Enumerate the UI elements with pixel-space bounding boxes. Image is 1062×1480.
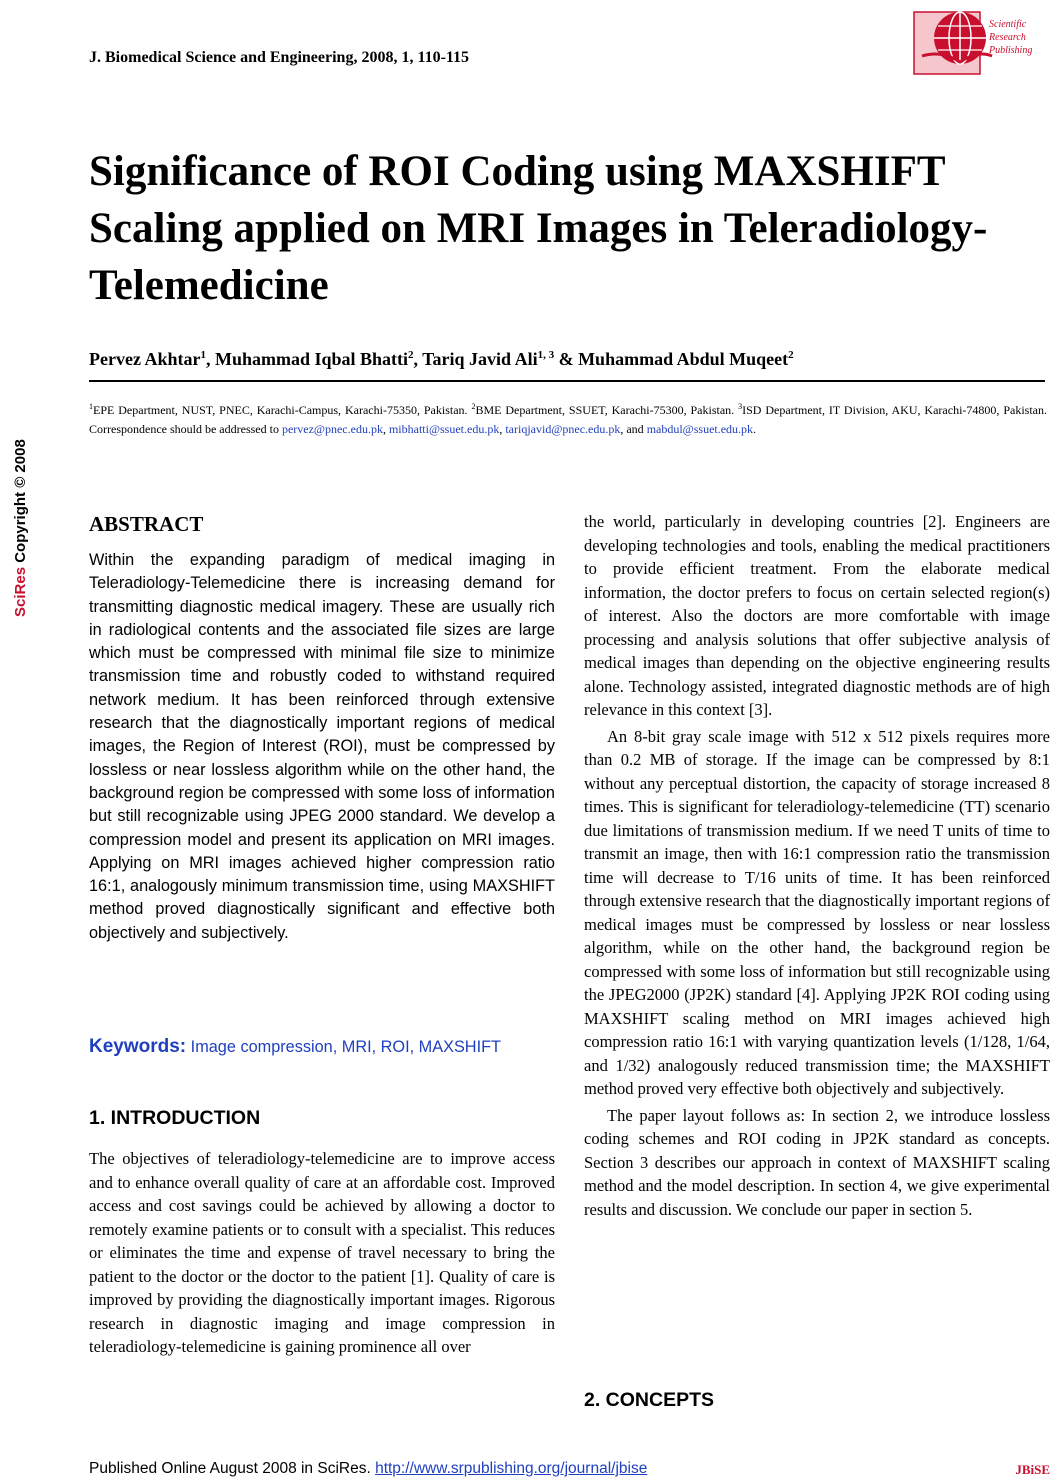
author-name: , Tariq Javid Ali bbox=[413, 349, 538, 369]
body-paragraph: the world, particularly in developing countries [2]. Engineers are developing technologies and tools, enabling the medical practitioners to provide efficient treatment. From the elaborate medical information, the doctor prefers to focus on certain selected region(s) of interest. Also the doctors are more comfortable with image processing and analysis solutions that offer subjective analysis of medical images than depending on the objective engineering results alone. Technology assisted, integrated diagnostic methods are of high relevance in this context [3]. bbox=[584, 512, 1050, 719]
keywords-text: Image compression, MRI, ROI, MAXSHIFT bbox=[186, 1038, 501, 1056]
paper-title: Significance of ROI Coding using MAXSHIFT Scaling applied on MRI Images in Teleradiology-Telemedicine bbox=[89, 148, 988, 309]
author-superscript: 2 bbox=[408, 349, 414, 361]
author-superscript: 1, 3 bbox=[537, 349, 555, 361]
journal-url-link[interactable]: http://www.srpublishing.org/journal/jbise bbox=[375, 1460, 648, 1477]
abstract-heading: ABSTRACT bbox=[89, 512, 204, 536]
author-name: & Muhammad Abdul Muqeet bbox=[554, 349, 789, 369]
copyright-sidebar: SciRes Copyright © 2008 bbox=[12, 439, 29, 617]
body-paragraph: An 8-bit gray scale image with 512 x 512 pixels requires more than 0.2 MB of storage. If the image can be compressed by 8:1 without any perceptual distortion, the capacity of storage increased 8 times. This is significant for teleradiology-telemedicine (TT) scenario due limitations of transmission medium. If we need T units of time to transmit an image, then with 16:1 compression ratio the transmission time will decrease to T/16 units of time. It has been reinforced through extensive research that the diagnostically important regions of medical images must be compressed by lossless or near lossless algorithm, while on the other hand, the background region be compressed with some loss of information but still recognizable using the JPEG2000 (JP2K) standard [4]. Applying JP2K ROI coding using MAXSHIFT scaling method on MRI images achieved high compression ratio 16:1 with varying quantization levels (1/128, 1/64, and 1/32) analogously reduced transmission time; the MAXSHIFT method proved very effective both objectively and subjectively. bbox=[584, 726, 1050, 1098]
author-list bbox=[89, 349, 794, 370]
journal-code: JBiSE bbox=[1015, 1462, 1050, 1477]
footer bbox=[89, 1460, 647, 1478]
footer-text: Published Online August 2008 in SciRes. bbox=[89, 1460, 376, 1477]
logo-lettering: Scientific Research Publishing bbox=[989, 19, 1033, 56]
author-name: , Muhammad Iqbal Bhatti bbox=[205, 349, 409, 369]
author-superscript: 1 bbox=[200, 349, 206, 361]
email-link[interactable]: mabdul@ssuet.edu.pk bbox=[646, 421, 754, 436]
author-divider bbox=[89, 380, 1045, 382]
section-heading-concepts: 2. CONCEPTS bbox=[584, 1389, 715, 1411]
keywords-label: Keywords: bbox=[89, 1036, 187, 1057]
affiliations: $^1$EPE Department, NUST, PNEC, Karachi-Campus, Karachi-75350, Pakistan. $^2$BME Department, SSUET, Karachi-75300, Pakistan. $^3$ISD Department, IT Division, AKU, Karachi-74800, Pakistan. Correspondence should be addressed to pervez@pnec.edu.pk, mibhatti@ssuet.edu.pk, tariqjavid@pnec.edu.pk, and mabdul@ssuet.edu.pk. bbox=[89, 402, 1047, 436]
right-column bbox=[584, 510, 1050, 1221]
email-link[interactable]: tariqjavid@pnec.edu.pk bbox=[505, 421, 621, 436]
abstract-body: Within the expanding paradigm of medical imaging in Teleradiology-Telemedicine there is increasing demand for transmitting diagnostic medical imagery. These are usually rich in radiological contents and the associated file sizes are large which must be compressed with minimal file size to minimize transmission time and robustly coded to withstand required network medium. It has been reinforced through extensive research that the diagnostically important regions of medical images, the Region of Interest (ROI), must be compressed by lossless or near lossless algorithm while on the other hand, the background region be compressed with some loss of information but still recognizable using JPEG 2000 standard. We develop a compression model and present its application on MRI images. Applying on MRI images achieved higher compression ratio 16:1, analogously minimum transmission time, using MAXSHIFT method proved diagnostically significant and effective both objectively and subjectively. bbox=[89, 551, 555, 942]
author-name: Pervez Akhtar bbox=[89, 349, 201, 369]
body-paragraph: The paper layout follows as: In section 2, we introduce lossless coding schemes and ROI coding in JP2K standard as concepts. Section 3 describes our approach in context of MAXSHIFT scaling method and the model description. In section 4, we give experimental results and discussion. We conclude our paper in section 5. bbox=[584, 1105, 1050, 1219]
journal-citation: J. Biomedical Science and Engineering, 2008, 1, 110-115 bbox=[89, 49, 470, 66]
section-heading-introduction: 1. INTRODUCTION bbox=[89, 1107, 261, 1129]
keywords bbox=[89, 1035, 555, 1059]
introduction-paragraph: The objectives of teleradiology-telemedicine are to improve access and to enhance overall quality of care at an affordable cost. Improved access and cost savings could be achieved by allowing a doctor to remotely examine patients or to consult with a specialist. This reduces or eliminates the time and expense of travel necessary to bring the patient to the doctor or the doctor to the patient [1]. Quality of care is improved by providing the diagnostically important images. Rigorous research in diagnostic imaging and image compression in teleradiology-telemedicine is gaining prominence all over bbox=[89, 1149, 555, 1356]
email-link[interactable]: pervez@pnec.edu.pk bbox=[281, 421, 383, 436]
email-link[interactable]: mibhatti@ssuet.edu.pk bbox=[388, 421, 500, 436]
author-superscript: 2 bbox=[788, 349, 794, 361]
